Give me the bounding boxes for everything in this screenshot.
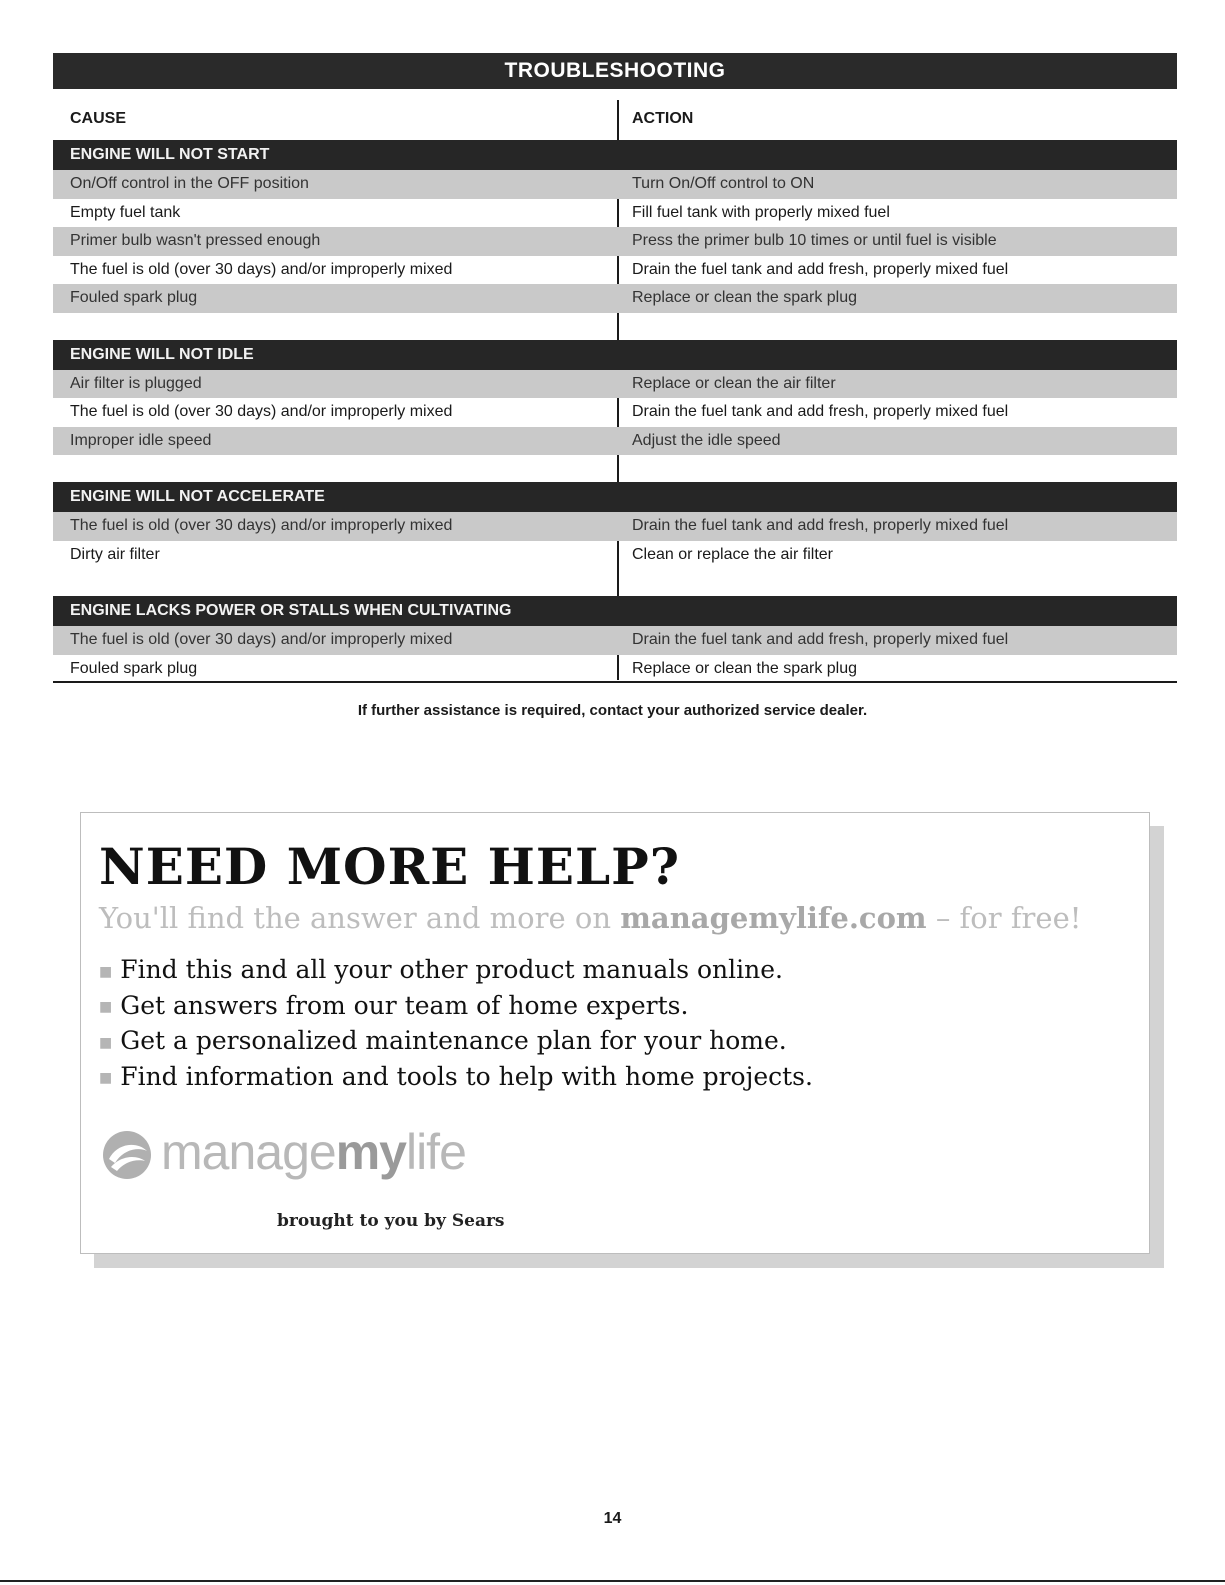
section-gap bbox=[53, 313, 1177, 340]
action-cell: Press the primer bulb 10 times or until fuel is visible bbox=[632, 232, 997, 249]
cause-cell: Fouled spark plug bbox=[70, 659, 198, 677]
help-list-item: ■ Find information and tools to help with home projects. bbox=[99, 1061, 813, 1091]
help-title: NEED MORE HELP? bbox=[99, 837, 681, 896]
action-cell: Drain the fuel tank and add fresh, properly mixed fuel bbox=[632, 631, 1009, 648]
need-more-help-box bbox=[80, 812, 1150, 1254]
help-list bbox=[99, 953, 813, 1095]
troubleshooting-section bbox=[53, 596, 1177, 683]
troubleshooting-table bbox=[53, 100, 1177, 683]
table-row bbox=[53, 655, 1177, 684]
cause-cell: The fuel is old (over 30 days) and/or improperly mixed bbox=[70, 403, 453, 420]
table-row bbox=[53, 284, 1177, 313]
bullet-icon: ■ bbox=[99, 963, 113, 980]
cause-cell: The fuel is old (over 30 days) and/or improperly mixed bbox=[70, 517, 453, 534]
table-row bbox=[53, 427, 1177, 456]
section-header: ENGINE LACKS POWER OR STALLS WHEN CULTIVATING bbox=[53, 596, 1177, 626]
footer-rule bbox=[0, 1580, 1225, 1582]
brand-wordmark: managemylife bbox=[161, 1124, 466, 1180]
section-gap bbox=[53, 455, 1177, 482]
column-header-action: ACTION bbox=[632, 110, 694, 127]
bullet-icon: ■ bbox=[99, 999, 113, 1015]
help-subtitle bbox=[99, 901, 1081, 935]
cause-cell: Air filter is plugged bbox=[70, 374, 202, 392]
action-cell: Replace or clean the air filter bbox=[632, 374, 836, 392]
help-subtitle-pre: You'll find the answer and more on bbox=[99, 901, 621, 935]
column-header-row bbox=[53, 100, 1177, 140]
help-subtitle-post: – for free! bbox=[926, 901, 1082, 935]
action-cell: Clean or replace the air filter bbox=[632, 545, 833, 563]
troubleshooting-section bbox=[53, 482, 1177, 596]
table-row bbox=[53, 170, 1177, 199]
table-row bbox=[53, 512, 1177, 541]
cause-cell: The fuel is old (over 30 days) and/or improperly mixed bbox=[70, 631, 453, 648]
action-cell: Drain the fuel tank and add fresh, properly mixed fuel bbox=[632, 517, 1009, 534]
action-cell: Replace or clean the spark plug bbox=[632, 289, 858, 306]
table-row bbox=[53, 626, 1177, 655]
troubleshooting-section bbox=[53, 140, 1177, 340]
action-cell: Adjust the idle speed bbox=[632, 431, 781, 449]
section-header: ENGINE WILL NOT START bbox=[53, 140, 1177, 170]
cause-cell: On/Off control in the OFF position bbox=[70, 175, 309, 192]
cause-cell: Empty fuel tank bbox=[70, 203, 181, 221]
troubleshooting-section bbox=[53, 340, 1177, 483]
action-cell: Turn On/Off control to ON bbox=[632, 175, 815, 192]
table-row bbox=[53, 398, 1177, 427]
brand-tagline: brought to you by Sears bbox=[277, 1211, 505, 1231]
bullet-icon: ■ bbox=[99, 1034, 113, 1051]
cause-cell: Dirty air filter bbox=[70, 545, 160, 563]
action-cell: Replace or clean the spark plug bbox=[632, 659, 858, 677]
table-row bbox=[53, 541, 1177, 570]
help-list-item: ■ Find this and all your other product manuals online. bbox=[99, 955, 783, 984]
action-cell: Drain the fuel tank and add fresh, properly mixed fuel bbox=[632, 260, 1009, 278]
column-header-cause: CAUSE bbox=[70, 110, 127, 127]
help-list-item: ■ Get a personalized maintenance plan for your home. bbox=[99, 1026, 787, 1055]
cause-cell: The fuel is old (over 30 days) and/or improperly mixed bbox=[70, 260, 453, 278]
globe-swirl-icon bbox=[101, 1129, 153, 1181]
page-number: 14 bbox=[603, 1510, 622, 1527]
section-header: ENGINE WILL NOT IDLE bbox=[53, 340, 1177, 370]
cause-cell: Fouled spark plug bbox=[70, 289, 198, 306]
section-gap bbox=[53, 569, 1177, 596]
sections-container bbox=[53, 140, 1177, 683]
bullet-icon: ■ bbox=[99, 1070, 113, 1086]
cause-cell: Improper idle speed bbox=[70, 431, 212, 449]
help-list-item: ■ Get answers from our team of home experts. bbox=[99, 990, 689, 1020]
page-title: TROUBLESHOOTING bbox=[53, 53, 1177, 89]
table-row bbox=[53, 256, 1177, 285]
action-cell: Drain the fuel tank and add fresh, properly mixed fuel bbox=[632, 403, 1009, 420]
table-row bbox=[53, 370, 1177, 399]
cause-cell: Primer bulb wasn't pressed enough bbox=[70, 232, 321, 249]
section-header: ENGINE WILL NOT ACCELERATE bbox=[53, 482, 1177, 512]
table-row bbox=[53, 199, 1177, 228]
action-cell: Fill fuel tank with properly mixed fuel bbox=[632, 203, 890, 221]
table-row bbox=[53, 227, 1177, 256]
assistance-note: If further assistance is required, contact your authorized service dealer. bbox=[357, 702, 868, 719]
help-subtitle-site: managemylife.com bbox=[620, 901, 927, 935]
